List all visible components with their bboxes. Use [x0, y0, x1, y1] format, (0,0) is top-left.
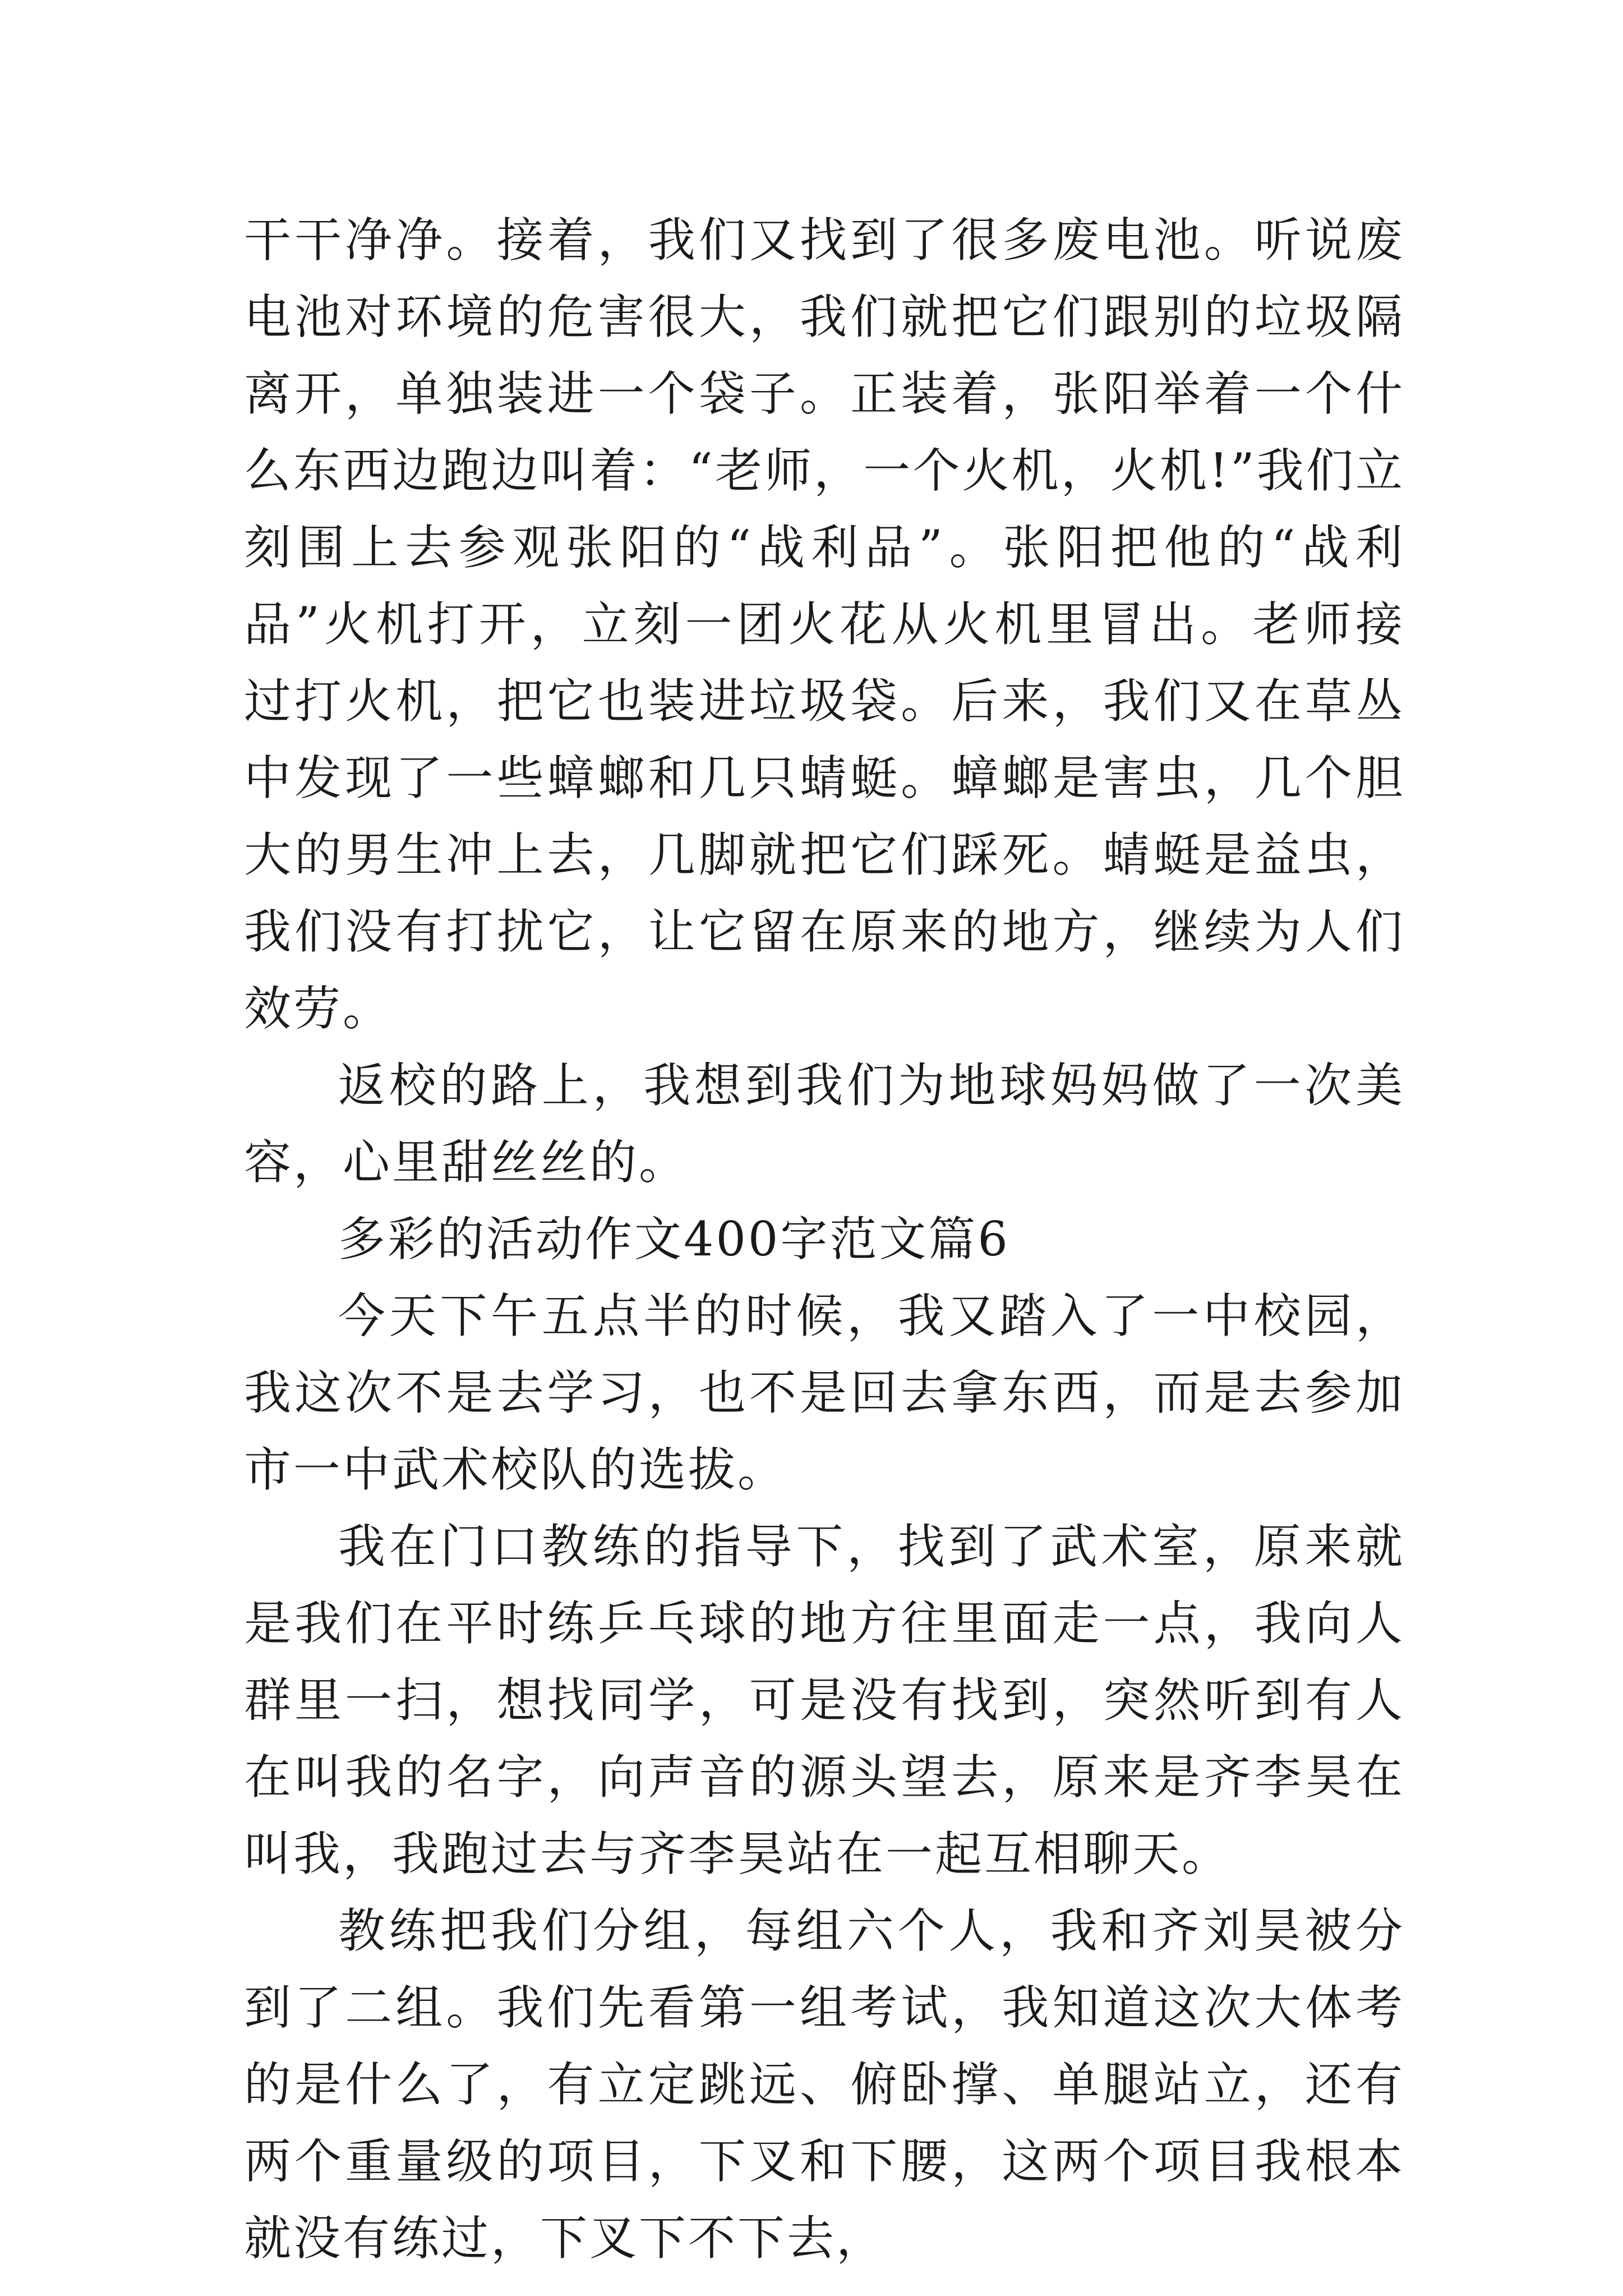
paragraph-intro: 今天下午五点半的时候，我又踏入了一中校园，我这次不是去学习，也不是回去拿东西，而是去参加市一中武术校队的选拔。	[244, 1289, 1405, 1497]
paragraph-return-school: 返校的路上，我想到我们为地球妈妈做了一次美容，心里甜丝丝的。	[244, 1058, 1405, 1190]
paragraph-continuation: 干干净净。接着，我们又找到了很多废电池。听说废电池对环境的危害很大，我们就把它们跟别的垃圾隔离开，单独装进一个袋子。正装着，张阳举着一个什么东西边跑边叫着：“老师，一个火机，火机!”我们立刻围上去参观张阳的“战利品”。张阳把他的“战利品”火机打开，立刻一团火花从火机里冒出。老师接过打火机，把它也装进垃圾袋。后来，我们又在草丛中发现了一些蟑螂和几只蜻蜓。蟑螂是害虫，几个胆大的男生冲上去，几脚就把它们踩死。蜻蜓是益虫，我们没有打扰它，让它留在原来的地方，继续为人们效劳。	[244, 213, 1405, 1036]
paragraph-grouping: 教练把我们分组，每组六个人，我和齐刘昊被分到了二组。我们先看第一组考试，我知道这次大体考的是什么了，有立定跳远、俯卧撑、单腿站立，还有两个重量级的项目，下叉和下腰，这两个项目我根本就没有练过，下叉下不下去，	[244, 1903, 1405, 2266]
section-heading: 多彩的活动作文400字范文篇6	[338, 1212, 1010, 1267]
paragraph-martial-arts-room: 我在门口教练的指导下，找到了武术室，原来就是我们在平时练乒乓球的地方往里面走一点，我向人群里一扫，想找同学，可是没有找到，突然听到有人在叫我的名字，向声音的源头望去，原来是齐李昊在叫我，我跑过去与齐李昊站在一起互相聊天。	[244, 1519, 1405, 1881]
document-body	[244, 202, 1405, 2277]
